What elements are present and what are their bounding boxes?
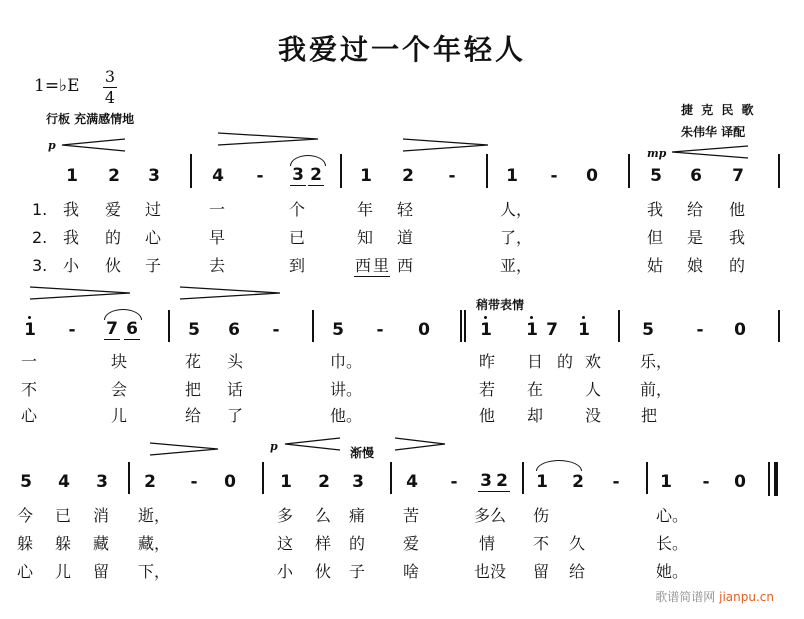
- lyric: 样: [314, 534, 331, 553]
- octave-dot: [484, 316, 487, 319]
- lyric: 日: [526, 352, 543, 371]
- dynamic-p-1: p: [48, 139, 56, 152]
- lyric: 子: [144, 256, 161, 275]
- decrescendo-hairpin-2: [30, 287, 130, 299]
- note: 0: [734, 320, 746, 340]
- lyric: 已: [288, 228, 305, 247]
- lyric: 心: [16, 562, 33, 581]
- lyric: 话: [226, 380, 243, 399]
- note: 3: [478, 472, 494, 492]
- bar-line: [128, 462, 130, 494]
- crescendo-hairpin-1: [62, 139, 125, 151]
- ritardando-marking: 渐慢: [350, 446, 375, 460]
- lyric: 花: [184, 352, 201, 371]
- bar-line: [340, 154, 342, 188]
- lyric: 我: [728, 228, 745, 247]
- lyric: 子: [348, 562, 365, 581]
- lyric: 的: [556, 352, 573, 371]
- lyric: 长。: [656, 534, 689, 553]
- lyric: 的: [104, 228, 121, 247]
- lyric: 痛: [348, 506, 365, 525]
- decrescendo-hairpin-1: [218, 133, 318, 145]
- bar-line: [460, 310, 462, 342]
- note: 1: [576, 320, 592, 340]
- lyric: 情: [478, 534, 495, 553]
- lyric: 讲。: [330, 380, 363, 399]
- note: 3: [148, 166, 160, 186]
- lyric: 心: [144, 228, 161, 247]
- lyric: 人: [584, 380, 601, 399]
- note: 2: [402, 166, 414, 186]
- lyric: 躲: [16, 534, 33, 553]
- lyric: 娘: [686, 256, 703, 275]
- verse-number: 1.: [32, 200, 48, 219]
- key-signature: 1=♭E: [34, 76, 80, 96]
- note: -: [272, 320, 280, 340]
- lyric: 个: [288, 200, 305, 219]
- lyric: 道: [396, 228, 413, 247]
- lyric: 会: [110, 380, 127, 399]
- lyric: 里: [372, 256, 389, 275]
- lyric: 我: [646, 200, 663, 219]
- lyric: 知: [356, 228, 373, 247]
- note: -: [190, 472, 198, 492]
- lyric: 今: [16, 506, 33, 525]
- lyric: 是: [686, 228, 703, 247]
- lyric: 昨: [478, 352, 495, 371]
- lyric: 给: [686, 200, 703, 219]
- crescendo-hairpin-2: [403, 139, 488, 151]
- decrescendo-hairpin-4: [150, 443, 218, 455]
- note: 3: [290, 166, 306, 186]
- note: 4: [212, 166, 224, 186]
- crescendo-hairpin-4: [285, 438, 340, 450]
- decrescendo-hairpin-5: [395, 438, 445, 450]
- lyric: 的: [728, 256, 745, 275]
- final-bar-line: [774, 462, 778, 496]
- lyric: 逝，: [138, 506, 171, 525]
- lyric: 已: [54, 506, 71, 525]
- bar-line: [312, 310, 314, 342]
- dynamic-mp: mp: [647, 147, 667, 160]
- note: 5: [650, 166, 662, 186]
- bar-line: [628, 154, 630, 188]
- lyric: 轻: [396, 200, 413, 219]
- site-watermark: [655, 588, 774, 605]
- lyric: 小: [276, 562, 293, 581]
- lyric: 姑: [646, 256, 663, 275]
- lyric: 他: [478, 406, 495, 425]
- note: 2: [108, 166, 120, 186]
- lyric: 儿: [110, 406, 127, 425]
- note: 5: [642, 320, 654, 340]
- note: 6: [124, 320, 140, 340]
- meter-bottom: 4: [104, 88, 116, 107]
- lyric: 留: [92, 562, 109, 581]
- note: 2: [572, 472, 584, 492]
- lyric: 在: [526, 380, 543, 399]
- bar-line: [262, 462, 264, 494]
- lyric: 把: [184, 380, 201, 399]
- note: 0: [418, 320, 430, 340]
- dynamic-p-2: p: [270, 440, 278, 453]
- bar-line: [778, 310, 780, 342]
- note: 5: [20, 472, 32, 492]
- lyric: 块: [110, 352, 127, 371]
- lyric: 多么: [474, 506, 507, 525]
- lyric: 去: [208, 256, 225, 275]
- lyric: 早: [208, 228, 225, 247]
- bar-line: [618, 310, 620, 342]
- lyric: 一: [20, 352, 37, 371]
- lyric: 不: [532, 534, 549, 553]
- note: 6: [228, 320, 240, 340]
- lyric: 一: [208, 200, 225, 219]
- lyric: 年: [356, 200, 373, 219]
- lyric: 了: [226, 406, 243, 425]
- verse-number: 3.: [32, 256, 48, 275]
- lyric: 下，: [138, 562, 171, 581]
- lyric: 心: [20, 406, 37, 425]
- note: -: [376, 320, 384, 340]
- note: 1: [660, 472, 672, 492]
- lyric: 前，: [640, 380, 673, 399]
- lyric: 藏，: [138, 534, 171, 553]
- verse-number: 2.: [32, 228, 48, 247]
- note: -: [256, 166, 264, 186]
- note: 3: [352, 472, 364, 492]
- lyric: 却: [526, 406, 543, 425]
- note: 0: [224, 472, 236, 492]
- song-title: 我爱过一个年轻人: [277, 33, 526, 66]
- crescendo-hairpin-3: [672, 146, 748, 158]
- lyric: 心。: [656, 506, 689, 525]
- lyric: 到: [288, 256, 305, 275]
- lyric: 把: [640, 406, 657, 425]
- lyric: 人，: [500, 200, 533, 219]
- note: 1: [360, 166, 372, 186]
- watermark-site-name: 歌谱简谱网: [655, 590, 716, 604]
- lyric: 这: [276, 534, 293, 553]
- note: 1: [478, 320, 494, 340]
- lyric: 巾。: [330, 352, 363, 371]
- note: 4: [406, 472, 418, 492]
- note: -: [696, 320, 704, 340]
- note: 7: [732, 166, 744, 186]
- note: 2: [318, 472, 330, 492]
- note: 1: [524, 320, 540, 340]
- lyric: 爱: [104, 200, 121, 219]
- composer-credit: 捷 克 民 歌: [681, 103, 756, 117]
- lyric: 小: [62, 256, 79, 275]
- note: 0: [734, 472, 746, 492]
- note: 7: [104, 320, 120, 340]
- lyric: 消: [92, 506, 109, 525]
- lyric: 久: [568, 534, 585, 553]
- bar-line: [390, 462, 392, 494]
- lyric: 儿: [54, 562, 71, 581]
- lyric: 啥: [402, 562, 419, 581]
- lyric: 我: [62, 200, 79, 219]
- note: 1: [66, 166, 78, 186]
- lyric: 西: [396, 256, 413, 275]
- note: 5: [188, 320, 200, 340]
- note: 4: [58, 472, 70, 492]
- note: 5: [332, 320, 344, 340]
- watermark-url: jianpu.cn: [719, 590, 774, 604]
- lyric: 伙: [314, 562, 331, 581]
- octave-dot: [28, 316, 31, 319]
- lyric: 亚，: [500, 256, 533, 275]
- lyric: 伙: [104, 256, 121, 275]
- bar-line: [646, 462, 648, 494]
- bar-line: [168, 310, 170, 342]
- lyric: 苦: [402, 506, 419, 525]
- note: -: [450, 472, 458, 492]
- tempo-marking: 行板 充满感情地: [46, 112, 135, 126]
- lyric: 给: [568, 562, 585, 581]
- lyric: 我: [62, 228, 79, 247]
- bar-line: [768, 462, 770, 496]
- expression-marking: 稍带表情: [476, 298, 525, 312]
- note: 2: [494, 472, 510, 492]
- lyric: 但: [646, 228, 663, 247]
- lyric: 头: [226, 352, 243, 371]
- note: 2: [144, 472, 156, 492]
- lyric: 若: [478, 380, 495, 399]
- note: 1: [280, 472, 292, 492]
- note: 1: [506, 166, 518, 186]
- note: 0: [586, 166, 598, 186]
- lyric: 的: [348, 534, 365, 553]
- lyric: 躲: [54, 534, 71, 553]
- lyric: 么: [314, 506, 331, 525]
- translator-credit: 朱伟华 译配: [681, 125, 746, 139]
- bar-line: [464, 310, 466, 342]
- note: 1: [536, 472, 548, 492]
- bar-line: [778, 154, 780, 188]
- note: -: [612, 472, 620, 492]
- lyric: 了，: [500, 228, 533, 247]
- lyric: 她。: [656, 562, 689, 581]
- lyric: 也没: [474, 562, 507, 581]
- octave-dot: [582, 316, 585, 319]
- note: -: [448, 166, 456, 186]
- note: -: [550, 166, 558, 186]
- note: -: [68, 320, 76, 340]
- octave-dot: [530, 316, 533, 319]
- lyric: 乐，: [640, 352, 673, 371]
- note: 1: [22, 320, 38, 340]
- lyric: 留: [532, 562, 549, 581]
- bar-line: [522, 462, 524, 494]
- meter-top: 3: [104, 67, 116, 86]
- note: -: [702, 472, 710, 492]
- lyric: 多: [276, 506, 293, 525]
- lyric: 没: [584, 406, 601, 425]
- lyric: 爱: [402, 534, 419, 553]
- lyric: 他。: [330, 406, 363, 425]
- bar-line: [486, 154, 488, 188]
- note: 3: [96, 472, 108, 492]
- note: 2: [308, 166, 324, 186]
- lyric: 伤: [532, 506, 549, 525]
- lyric: 他: [728, 200, 745, 219]
- lyric: 过: [144, 200, 161, 219]
- lyric: 给: [184, 406, 201, 425]
- lyric: 不: [20, 380, 37, 399]
- lyric: 藏: [92, 534, 109, 553]
- note: 7: [546, 320, 558, 340]
- note: 6: [690, 166, 702, 186]
- lyric: 欢: [584, 352, 601, 371]
- decrescendo-hairpin-3: [180, 287, 280, 299]
- bar-line: [190, 154, 192, 188]
- lyric: 西: [354, 256, 371, 275]
